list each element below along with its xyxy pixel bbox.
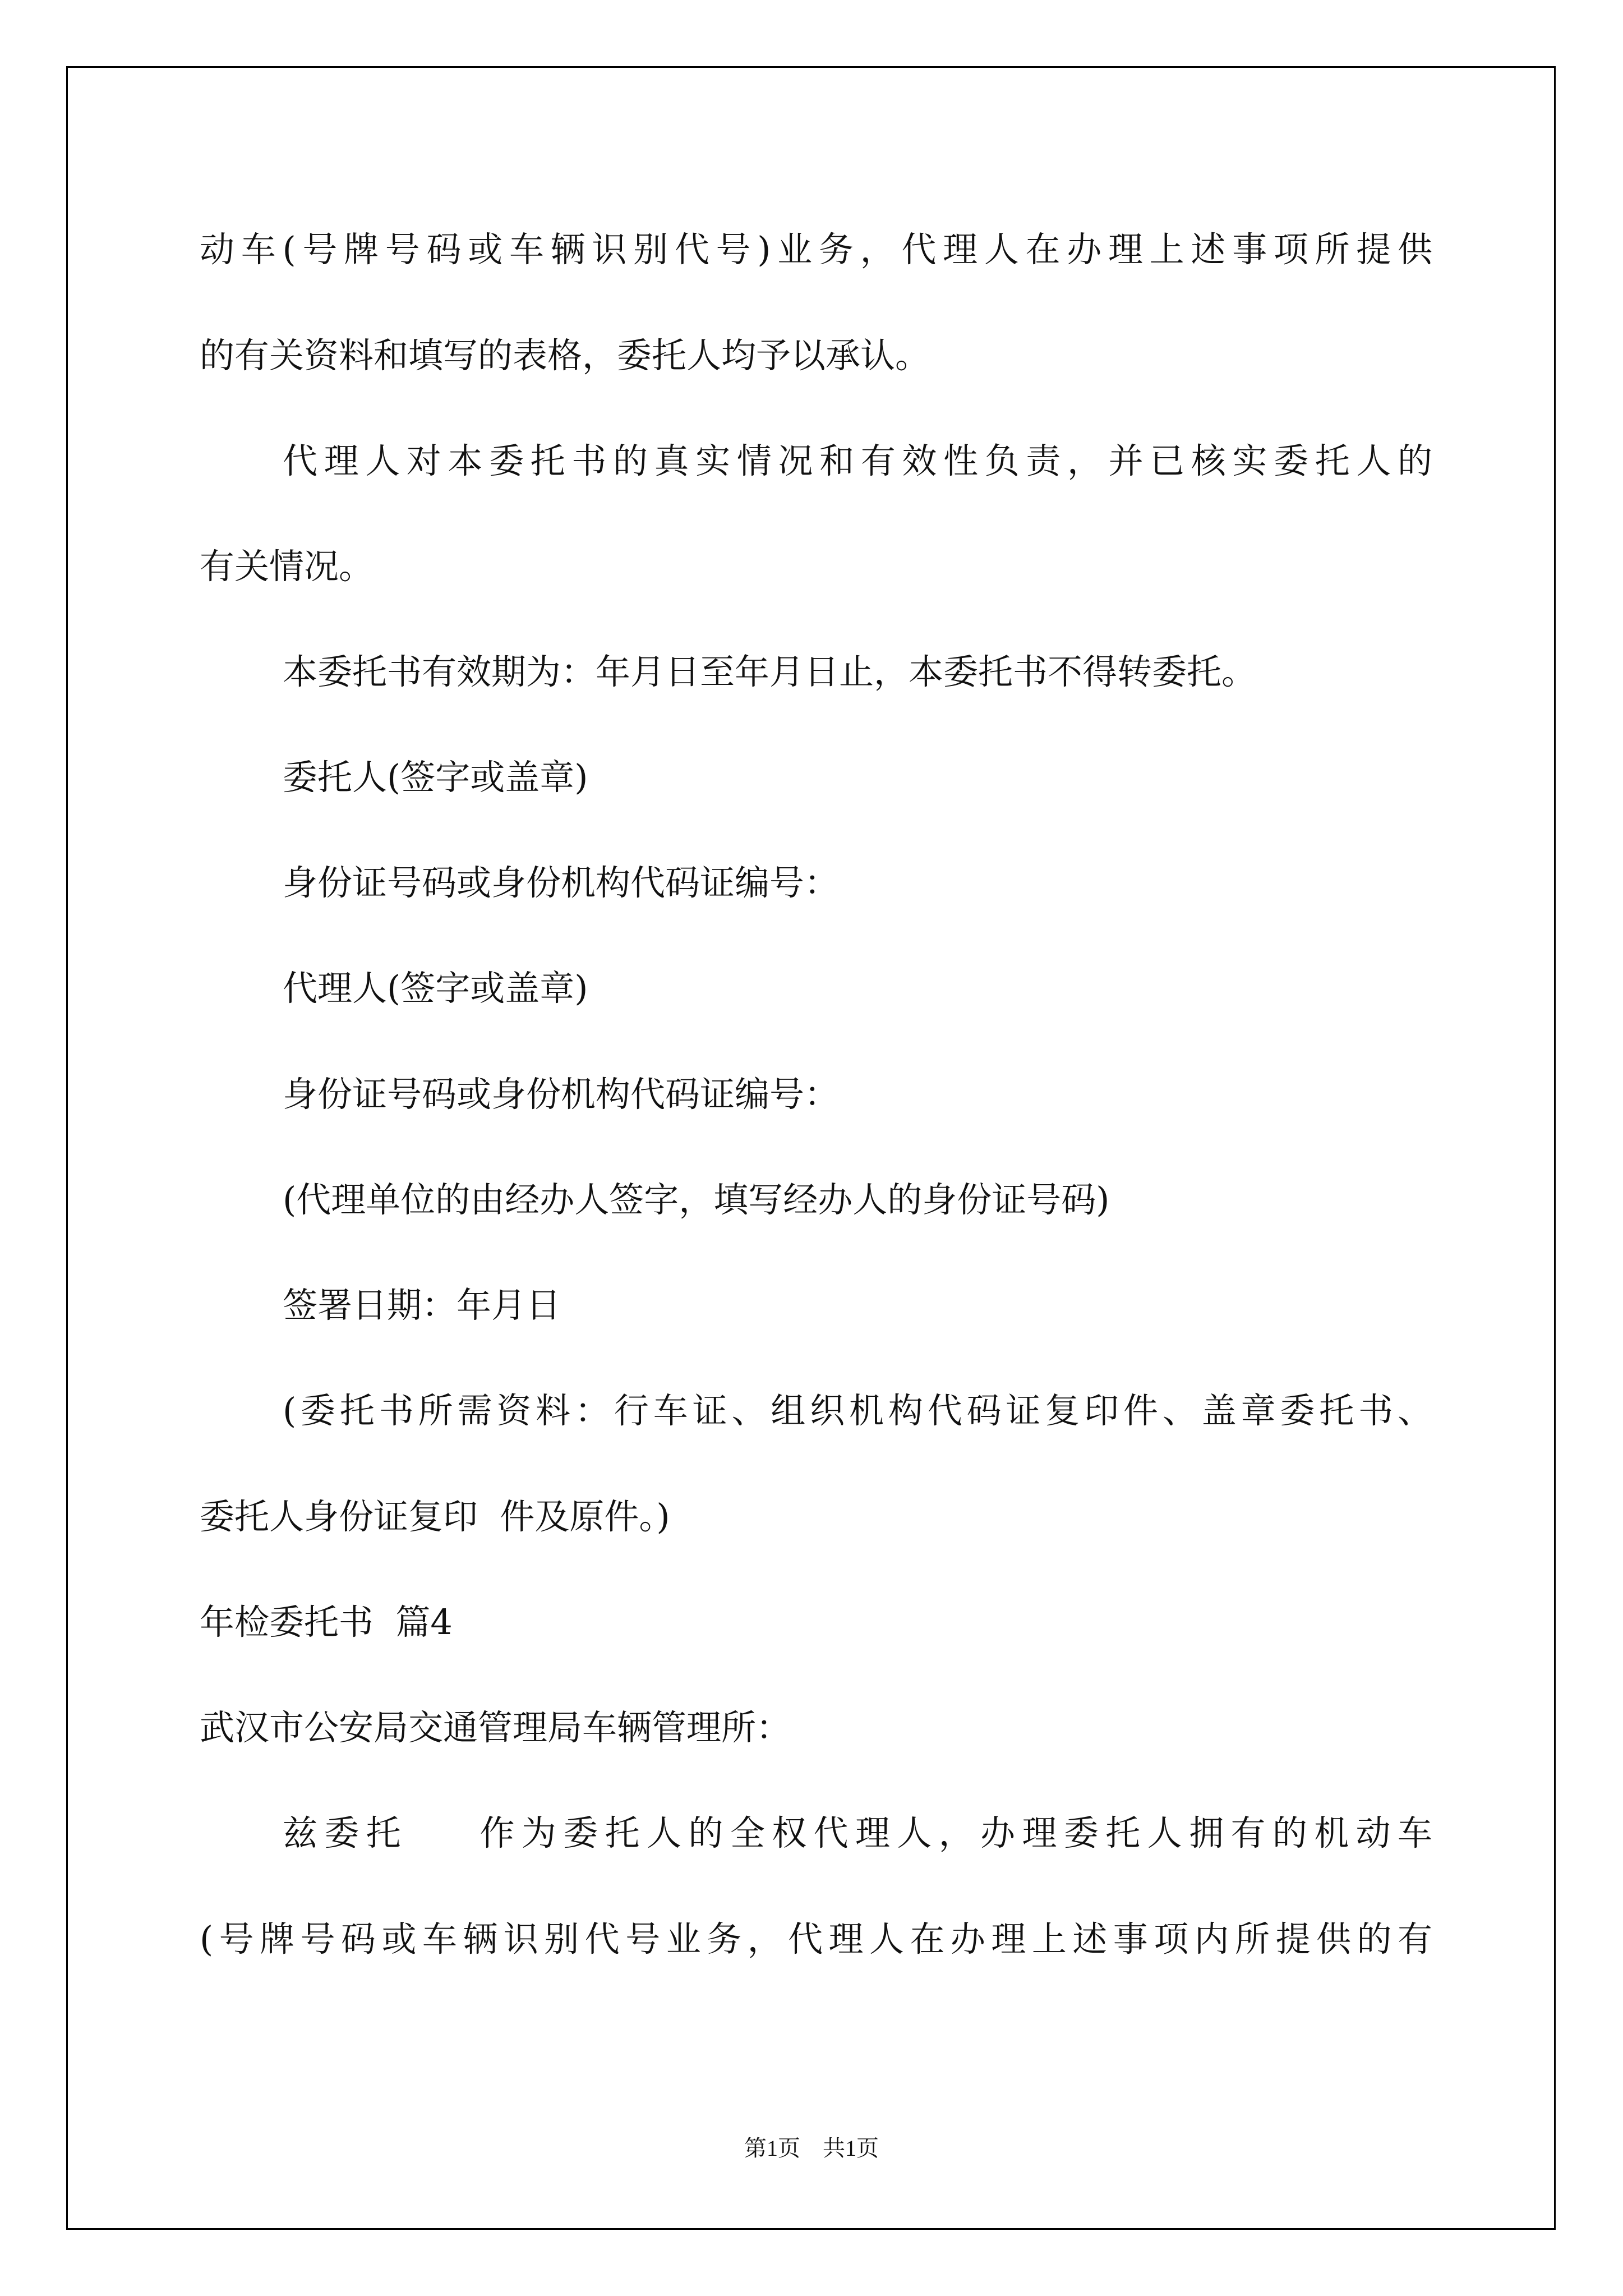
body-line: 动车(号牌号码或车辆识别代号)业务，代理人在办理上述事项所提供 <box>200 229 1432 270</box>
body-line: (委托书所需资料：行车证、组织机构代码证复印件、盖章委托书、 <box>283 1390 1432 1431</box>
body-line: 代理人对本委托书的真实情况和有效性负责，并已核实委托人的 <box>283 440 1432 481</box>
body-line: 身份证号码或身份机构代码证编号： <box>283 1074 840 1115</box>
body-line: 身份证号码或身份机构代码证编号： <box>283 862 840 903</box>
page-border <box>66 66 1556 2230</box>
body-line: 委托人(签字或盖章) <box>283 757 588 798</box>
page-number: 第1页 共1页 <box>744 2136 879 2161</box>
body-line: 兹委托 作为委托人的全权代理人，办理委托人拥有的机动车 <box>283 1812 1432 1853</box>
body-line: (代理单位的由经办人签字，填写经办人的身份证号码) <box>283 1179 1110 1220</box>
body-line: 签署日期：年月日 <box>283 1285 561 1326</box>
section-heading: 年检委托书 篇4 <box>200 1602 453 1642</box>
body-line: (号牌号码或车辆识别代号业务，代理人在办理上述事项内所提供的有 <box>200 1918 1432 1959</box>
body-line: 本委托书有效期为：年月日至年月日止，本委托书不得转委托。 <box>283 651 1257 692</box>
body-line: 的有关资料和填写的表格，委托人均予以承认。 <box>200 335 930 376</box>
body-line: 有关情况。 <box>200 546 374 587</box>
body-line: 委托人身份证复印 件及原件。) <box>200 1496 670 1537</box>
body-line: 代理人(签字或盖章) <box>283 968 588 1009</box>
addressee-line: 武汉市公安局交通管理局车辆管理所： <box>200 1707 791 1748</box>
